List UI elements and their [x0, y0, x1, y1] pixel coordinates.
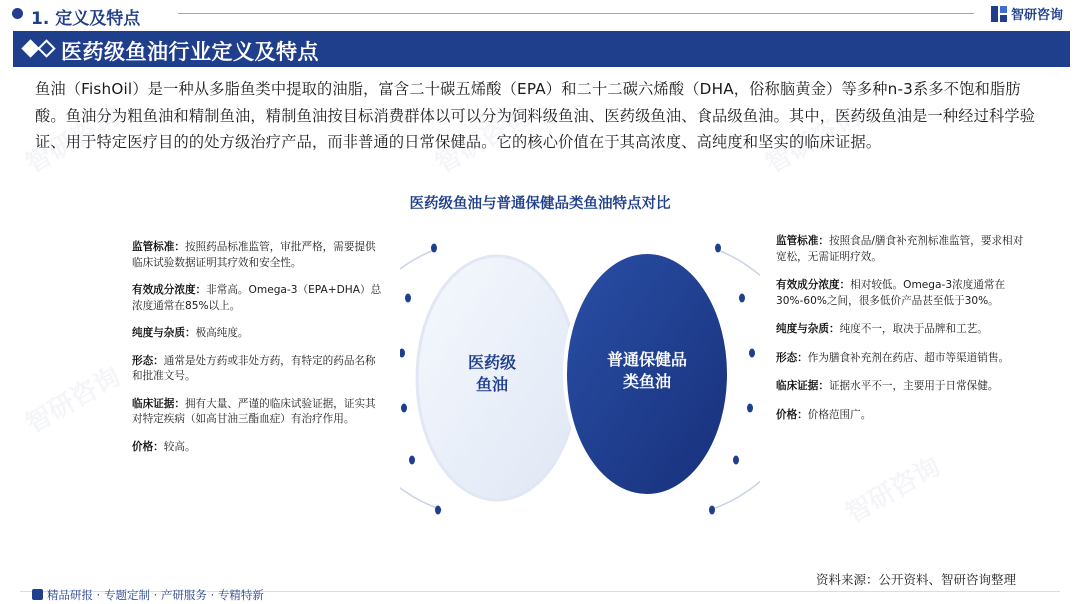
health-supplement-label-line2: 类鱼油 [622, 372, 672, 391]
feature-text: 相对较低。Omega-3浓度通常在30%-60%之间，很多低价产品甚至低于30%。 [776, 279, 1006, 307]
feature-text: 纯度不一，取决于品牌和工艺。 [839, 323, 988, 335]
pharma-grade-label-line1: 医药级 [467, 353, 517, 372]
section-bullet-icon [12, 8, 23, 19]
divider [178, 13, 974, 14]
feature-text: 极高纯度。 [195, 327, 249, 339]
feature-text: 通常是处方药或非处方药，有特定的药品名称和批准文号。 [132, 354, 376, 382]
data-source: 资料来源：公开资料、智研咨询整理 [816, 572, 1017, 587]
pharma-grade-label-line2: 鱼油 [475, 375, 509, 394]
footer-tagline-text: 精品研报 · 专题定制 · 产研服务 · 专精特新 [47, 588, 264, 602]
feature-text: 证据水平不一，主要用于日常保健。 [828, 380, 999, 392]
comparison-graphic [400, 228, 760, 528]
feature-text: 作为膳食补充剂在药店、超市等渠道销售。 [807, 351, 1010, 364]
feature-item [776, 351, 1028, 367]
feature-text: 非常高。Omega-3（EPA+DHA）总浓度通常在85%以上。 [132, 284, 382, 312]
pharma-grade-features [132, 240, 384, 467]
watermark: 智研咨询 [760, 101, 866, 180]
watermark: 智研咨询 [20, 101, 126, 180]
health-supplement-label-line1: 普通保健品 [606, 350, 688, 369]
report-icon [32, 589, 43, 600]
feature-item [132, 354, 384, 385]
feature-item [132, 397, 384, 428]
feature-item [132, 240, 384, 271]
feature-item [132, 326, 384, 342]
feature-item [776, 408, 1028, 424]
page-title: 医药级鱼油行业定义及特点 [61, 40, 319, 64]
watermark: 智研咨询 [430, 101, 536, 180]
feature-text: 按照食品/膳食补充剂标准监管，要求相对宽松，无需证明疗效。 [776, 235, 1024, 263]
section-title: 1. 定义及特点 [31, 9, 141, 29]
feature-label: 纯度与杂质： [132, 327, 196, 339]
feature-text: 价格范围广。 [807, 408, 872, 421]
feature-label: 纯度与杂质： [776, 323, 840, 335]
feature-label: 有效成分浓度： [776, 279, 851, 291]
feature-label: 价格： [132, 440, 164, 453]
feature-item [776, 322, 1028, 338]
page-banner [13, 31, 1070, 67]
feature-item [132, 440, 384, 456]
feature-label: 有效成分浓度： [132, 284, 207, 296]
brand-logo [990, 4, 1063, 23]
feature-label: 临床证据： [776, 380, 829, 392]
comparison-title: 医药级鱼油与普通保健品类鱼油特点对比 [409, 196, 671, 212]
feature-item [776, 234, 1028, 265]
brand-name: 智研咨询 [1011, 8, 1064, 23]
feature-item [776, 278, 1028, 309]
feature-label: 监管标准： [776, 235, 829, 247]
feature-text: 拥有大量、严谨的临床试验证据，证实其对特定疾病（如高甘油三酯血症）有治疗作用。 [132, 397, 376, 425]
feature-label: 价格： [776, 408, 808, 421]
feature-label: 形态： [132, 354, 164, 367]
footer-tagline [32, 587, 264, 603]
intro-paragraph: 鱼油（FishOil）是一种从多脂鱼类中提取的油脂，富含二十碳五烯酸（EPA）和二十二碳六烯酸（DHA，俗称脑黄金）等多种n-3系多不饱和脂肪酸。鱼油分为粗鱼油和精制鱼油，精制鱼油按目标消费群体以可以分为饲料级鱼油、医药级鱼油、食品级鱼油。其中，医药级鱼油是一种经过科学验证、用于特定医疗目的的处方级治疗产品，而非普通的日常保健品。它的核心价值在于其高浓度、高纯度和坚实的临床证据。 [35, 80, 1036, 151]
feature-label: 形态： [776, 351, 808, 364]
health-supplement-features [776, 234, 1028, 436]
feature-item [776, 379, 1028, 395]
watermark: 智研咨询 [20, 361, 126, 440]
feature-label: 临床证据： [132, 397, 185, 410]
diamond-outline-icon [37, 39, 55, 57]
feature-label: 监管标准： [132, 241, 185, 253]
top-bar [0, 0, 1080, 30]
brand-logo-icon [990, 5, 1008, 23]
watermark: 智研咨询 [840, 451, 946, 530]
feature-item [132, 283, 384, 314]
feature-text: 较高。 [163, 440, 196, 453]
feature-text: 按照药品标准监管，审批严格，需要提供临床试验数据证明其疗效和安全性。 [132, 241, 376, 269]
